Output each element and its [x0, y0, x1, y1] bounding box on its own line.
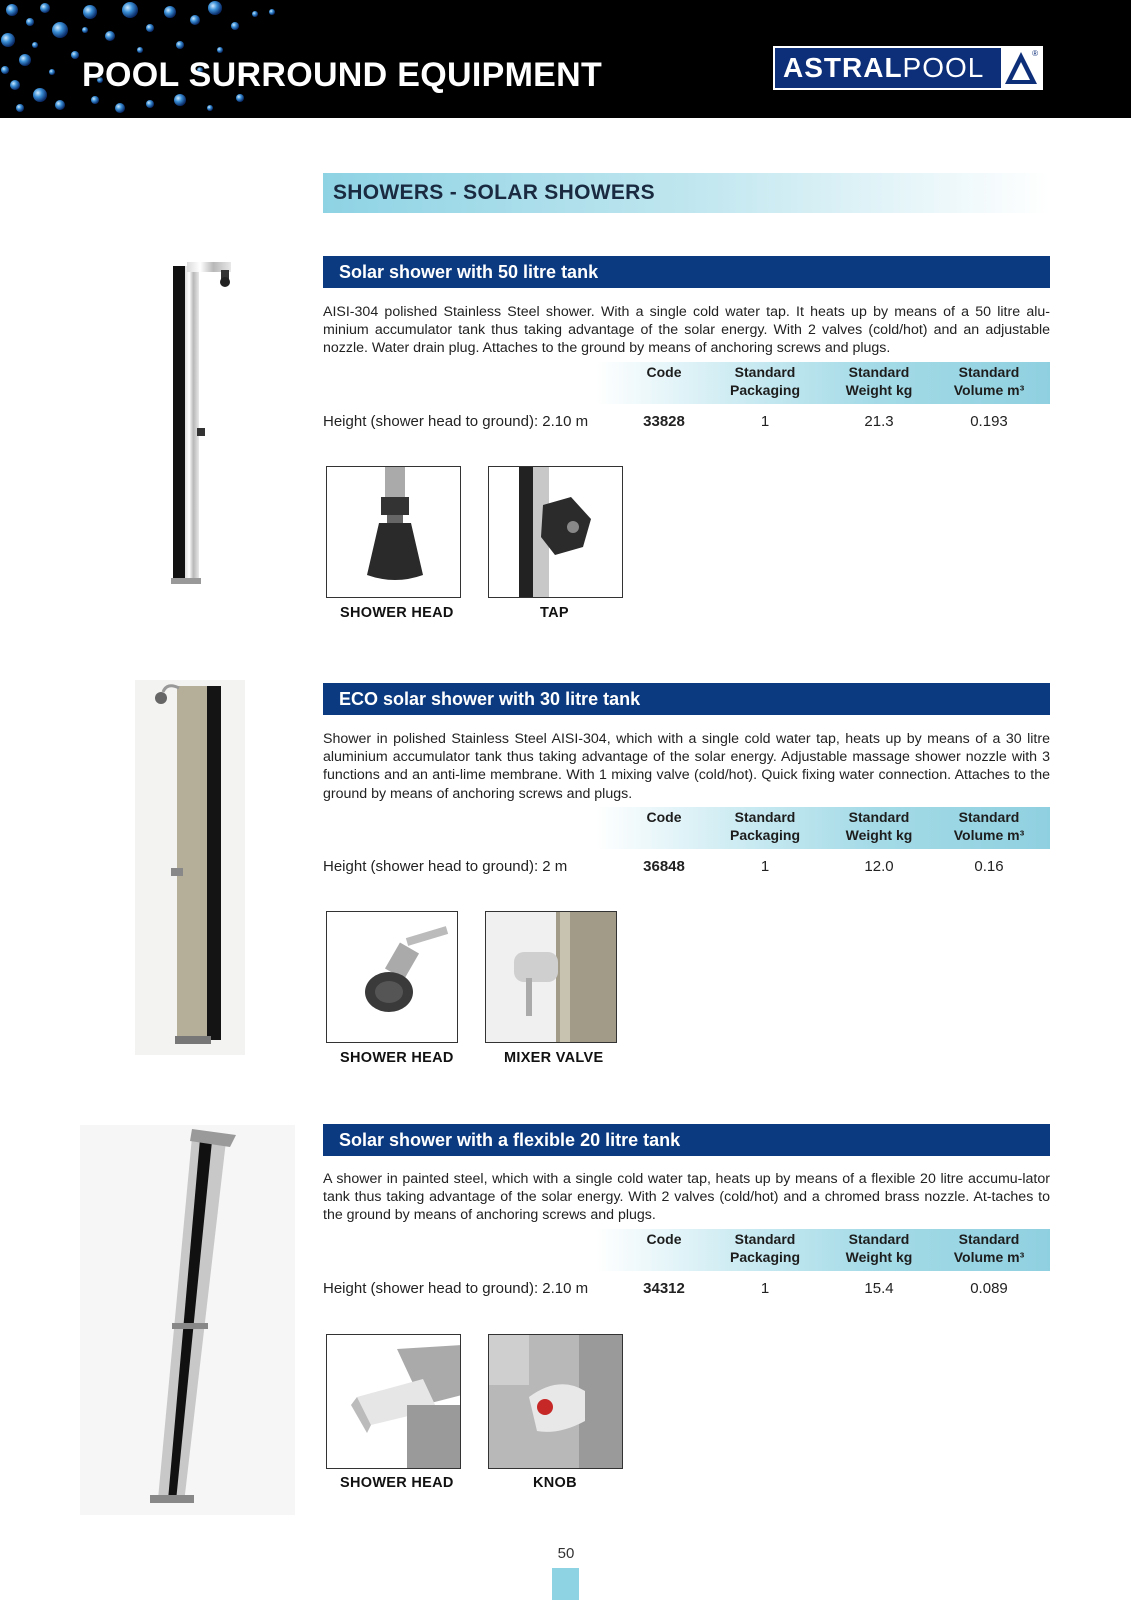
header-packaging-line1: Standard	[734, 364, 796, 380]
thumbnail-caption: KNOB	[533, 1475, 577, 1491]
header-volume	[934, 808, 1044, 844]
spec-table-header	[596, 362, 1050, 404]
logo-bold: ASTRAL	[783, 52, 903, 83]
header-volume-line2: Volume m³	[953, 382, 1025, 398]
header-weight-line1: Standard	[848, 1231, 910, 1247]
thumbnail-caption: TAP	[540, 605, 569, 621]
spec-table-header	[596, 1229, 1050, 1271]
header-volume-line1: Standard	[958, 364, 1020, 380]
product-title-bar: Solar shower with 50 litre tank	[323, 256, 1050, 288]
solar-shower-20l-image	[80, 1125, 295, 1515]
product-title-bar: Solar shower with a flexible 20 litre tank	[323, 1124, 1050, 1156]
header-volume-line1: Standard	[958, 809, 1020, 825]
header-weight	[834, 808, 924, 844]
shower-head-thumbnail	[326, 911, 458, 1043]
product-weight: 15.4	[864, 1280, 894, 1297]
header-packaging-line2: Packaging	[729, 827, 801, 843]
product-code: 34312	[643, 1280, 685, 1297]
product-code: 36848	[643, 858, 685, 875]
page-number: 50	[557, 1545, 575, 1562]
page-tab-marker	[552, 1568, 579, 1600]
header-weight-line1: Standard	[848, 809, 910, 825]
spec-table-row	[323, 1280, 1050, 1300]
knob-thumbnail	[488, 1334, 623, 1469]
spec-table-row	[323, 413, 1050, 433]
product-description: AISI-304 polished Stainless Steel shower. With a single cold water tap. It heats up by means of a 50 litre alu-minium accumulator tank thus taking advantage of the solar energy. With 2 valves (cold/hot) and an adjustable nozzle. Water drain plug. Attaches to the ground by means of anchoring screws and plugs.	[323, 304, 1050, 357]
header-code: Code	[646, 1231, 682, 1247]
thumbnail-caption: SHOWER HEAD	[340, 1475, 454, 1491]
spec-table-header	[596, 807, 1050, 849]
solar-shower-50l-image	[165, 262, 245, 587]
header-packaging-line2: Packaging	[729, 382, 801, 398]
header-weight-line1: Standard	[848, 364, 910, 380]
eco-solar-shower-30l-image	[135, 680, 245, 1055]
header-code: Code	[646, 364, 682, 380]
product-weight: 21.3	[864, 413, 894, 430]
product-packaging: 1	[760, 858, 770, 875]
height-label: Height (shower head to ground): 2.10 m	[323, 1280, 589, 1297]
header-volume-line2: Volume m³	[953, 1249, 1025, 1265]
header-weight-line2: Weight kg	[845, 1249, 913, 1265]
header-packaging-line2: Packaging	[729, 1249, 801, 1265]
thumbnail-caption: MIXER VALVE	[504, 1050, 604, 1066]
product-volume: 0.16	[974, 858, 1004, 875]
header-weight	[834, 363, 924, 399]
shower-head-thumbnail	[326, 466, 461, 598]
product-title-bar: ECO solar shower with 30 litre tank	[323, 683, 1050, 715]
mixer-valve-thumbnail	[485, 911, 617, 1043]
header-volume	[934, 363, 1044, 399]
tap-thumbnail	[488, 466, 623, 598]
header-packaging	[720, 363, 810, 399]
product-description: Shower in polished Stainless Steel AISI-304, which with a single cold water tap, heats up by means of a 30 litre aluminium accumulator tank thus taking advantage of the solar energy. Adjustable massage shower nozzle with 3 functions and an anti-lime membrane. With 1 mixing valve (cold/hot). Quick fixing water connection. Attaches to the ground by means of anchoring screws and plugs.	[323, 731, 1050, 802]
logo-triangle-icon	[1001, 48, 1041, 88]
height-label: Height (shower head to ground): 2.10 m	[323, 413, 589, 430]
thumbnail-caption: SHOWER HEAD	[340, 605, 454, 621]
product-packaging: 1	[760, 413, 770, 430]
thumbnail-caption: SHOWER HEAD	[340, 1050, 454, 1066]
header-code: Code	[646, 809, 682, 825]
header-packaging	[720, 808, 810, 844]
product-description: A shower in painted steel, which with a single cold water tap, heats up by means of a flexible 20 litre accumu-lator tank thus taking advantage of the solar energy. With 2 valves (cold/hot) and a chromed brass nozzle. At-taches to the ground by means of anchoring screws and plugs.	[323, 1171, 1050, 1224]
astralpool-logo	[773, 46, 1043, 90]
spec-table-row	[323, 858, 1050, 878]
header-weight-line2: Weight kg	[845, 827, 913, 843]
page-header	[0, 0, 1131, 118]
product-weight: 12.0	[864, 858, 894, 875]
header-volume	[934, 1230, 1044, 1266]
header-packaging-line1: Standard	[734, 809, 796, 825]
header-volume-line2: Volume m³	[953, 827, 1025, 843]
header-packaging-line1: Standard	[734, 1231, 796, 1247]
product-volume: 0.089	[970, 1280, 1008, 1297]
height-label: Height (shower head to ground): 2 m	[323, 858, 568, 875]
product-packaging: 1	[760, 1280, 770, 1297]
page-title: POOL SURROUND EQUIPMENT	[82, 56, 603, 94]
logo-light: POOL	[902, 52, 985, 83]
registered-mark: ®	[1032, 49, 1038, 58]
header-weight-line2: Weight kg	[845, 382, 913, 398]
product-code: 33828	[643, 413, 685, 430]
header-volume-line1: Standard	[958, 1231, 1020, 1247]
section-title: SHOWERS - SOLAR SHOWERS	[323, 173, 1050, 213]
header-packaging	[720, 1230, 810, 1266]
header-weight	[834, 1230, 924, 1266]
logo-text	[775, 52, 984, 84]
product-volume: 0.193	[970, 413, 1008, 430]
shower-head-thumbnail	[326, 1334, 461, 1469]
